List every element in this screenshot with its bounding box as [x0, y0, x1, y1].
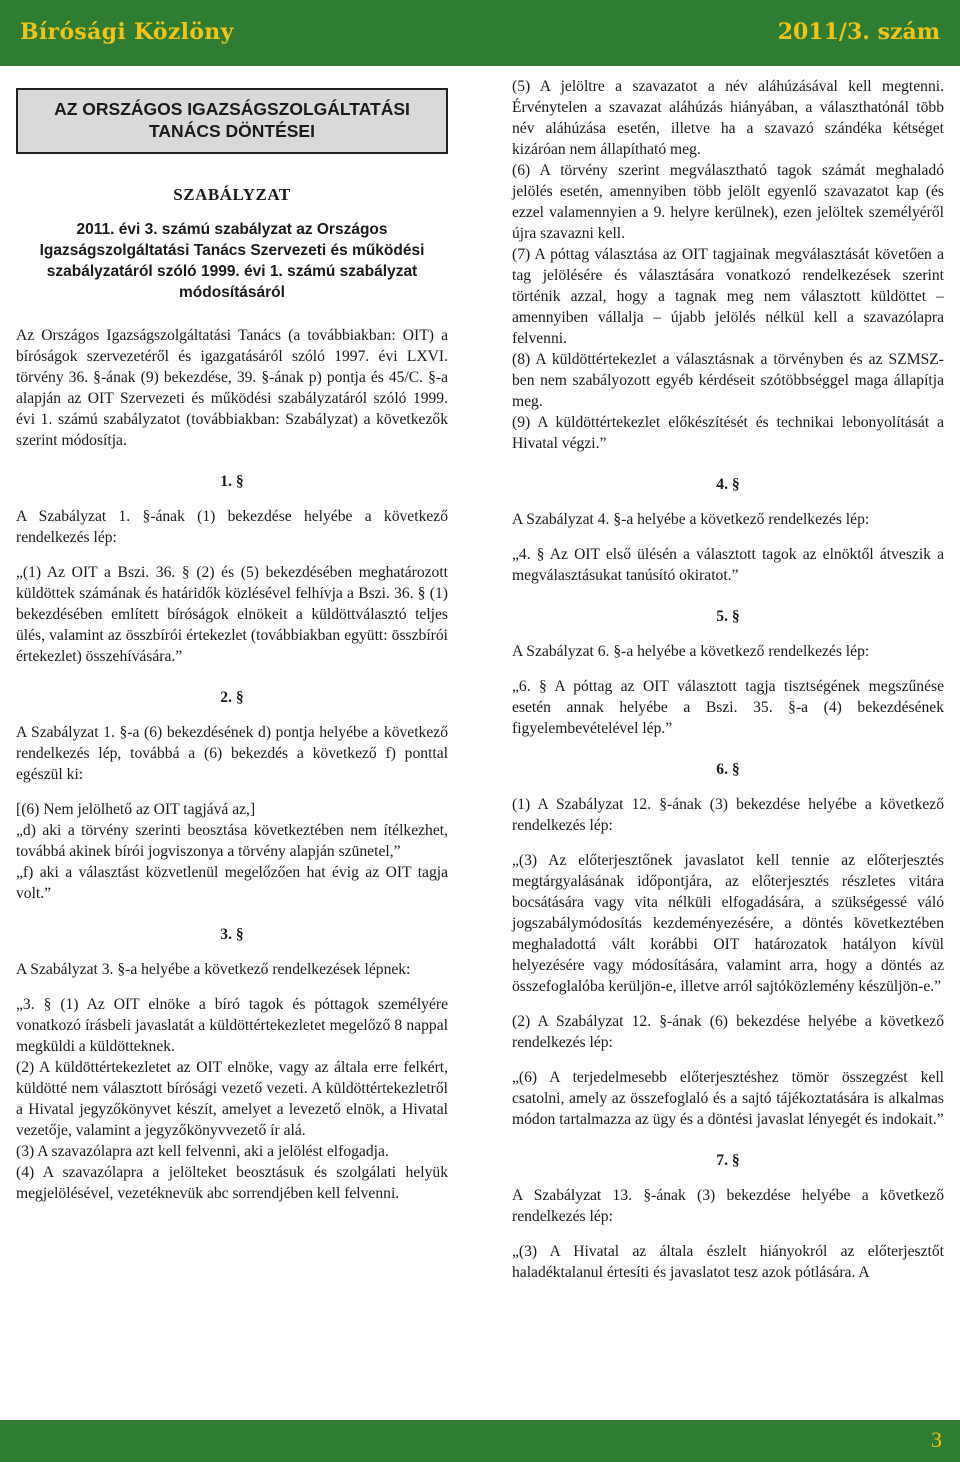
section-6-quote-1: „(3) Az előterjesztőnek javaslatot kell tennie az előterjesztés megtárgyalásának időpontjára, az előterjesztés részletes vitára bocsátására vagy vita nélküli elfogadására, a szükségessé váló jogszabálymódosítás kezdeményezésére, a döntés következtében meghaladottá vált korábbi OIT határozatok hatályon kívül helyezésére vagy módosítására, valamint arra, hogy a döntés az összefoglalóba kerüljön-e, illetve arról sajtóközlemény készüljön-e.” — [512, 852, 944, 995]
para-9: (9) A küldöttértekezlet előkészítését és technikai lebonyolítását a Hivatal végzi.” — [512, 414, 944, 452]
section-3-para-4: (4) A szavazólapra a jelölteket beosztásuk és szolgálati helyük megjelölésével, vezetéknevük abc sorrendjében kell felvenni. — [16, 1164, 448, 1202]
section-box-title: AZ ORSZÁGOS IGAZSÁGSZOLGÁLTATÁSI TANÁCS DÖNTÉSEI — [16, 88, 448, 154]
page-number: 3 — [931, 1427, 942, 1452]
section-7-text: A Szabályzat 13. §-ának (3) bekezdése helyébe a következő rendelkezés lép: — [512, 1187, 944, 1225]
doc-type-heading: SZABÁLYZAT — [173, 185, 291, 204]
section-3-para-1: „3. § (1) Az OIT elnöke a bíró tagok és póttagok személyére vonatkozó írásbeli javaslatát a küldöttértekezletet megelőző 8 nappal megküldi a küldötteknek. — [16, 996, 448, 1055]
section-1-text: A Szabályzat 1. §-ának (1) bekezdése helyébe a következő rendelkezés lép: — [16, 508, 448, 546]
regulation-subtitle: 2011. évi 3. számú szabályzat az Országos Igazságszolgáltatási Tanács Szervezeti és működési szabályzatáról szóló 1999. évi 1. számú szabályzat módosításáról — [39, 221, 425, 301]
left-column — [16, 76, 448, 1204]
para-6: (6) A törvény szerint megválasztható tagok számát meghaladó jelölés esetén, amennyiben több jelölt egyenlő szavazatot kap (és ezzel valamennyien a 9. helyre kerülnek), ezen jelöltek személyéről újra szavazni kell. — [512, 162, 944, 242]
section-5-text: A Szabályzat 6. §-a helyébe a következő rendelkezés lép: — [512, 643, 870, 660]
journal-title: Bírósági Közlöny — [20, 19, 234, 45]
section-1-quote: „(1) Az OIT a Bszi. 36. § (2) és (5) bekezdésében meghatározott küldöttek számának és határidők közlésével felhívja a Bszi. 36. § (1) bekezdésében említett bíróságok elnökeit a küldöttválasztó teljes ülés, valamint az összbírói értekezlet (továbbiakban együtt: összbírói értekezlet) összehívására.” — [16, 564, 448, 665]
section-3-text: A Szabályzat 3. §-a helyébe a következő rendelkezések lépnek: — [16, 961, 411, 978]
section-2-point-d: „d) aki a törvény szerinti beosztása következtében nem ítélkezhet, továbbá akinek bírói jogviszonya a törvény alapján szünetel,” — [16, 822, 448, 860]
para-8: (8) A küldöttértekezlet a választásnak a törvényben és az SZMSZ-ben nem szabályozott egyéb kérdéseit szótöbbséggel maga állapítja meg. — [512, 351, 944, 410]
header-bar — [0, 0, 960, 66]
section-5-quote: „6. § A póttag az OIT választott tagja tisztségének megszűnése esetén annak helyébe a Bszi. 35. §-a (4) bekezdésének figyelembevételével lép.” — [512, 678, 944, 737]
section-6-heading: 6. § — [716, 761, 740, 778]
section-1-heading: 1. § — [220, 473, 244, 490]
section-2-text: A Szabályzat 1. §-a (6) bekezdésének d) pontja helyébe a következő rendelkezés lép, továbbá a (6) bekezdés a következő f) ponttal egészül ki: — [16, 724, 448, 783]
para-5: (5) A jelöltre a szavazatot a név aláhúzásával kell megtenni. Érvénytelen a szavazat aláhúzás hiányában, a választhatónál több név aláhúzása esetén, illetve ha a szavazó szándéka kétséget kizáróan nem állapítható meg. — [512, 78, 944, 158]
section-3-heading: 3. § — [220, 926, 244, 943]
section-4-text: A Szabályzat 4. §-a helyébe a következő rendelkezés lép: — [512, 511, 870, 528]
section-2-heading: 2. § — [220, 689, 244, 706]
issue-number: 2011/3. szám — [777, 19, 940, 45]
right-column — [512, 76, 944, 1283]
section-4-quote: „4. § Az OIT első ülésén a választott tagok az elnöktől átveszik a megválasztásukat tanúsító okiratot.” — [512, 546, 944, 584]
section-2-point-f: „f) aki a választást közvetlenül megelőzően hat évig az OIT tagja volt.” — [16, 864, 448, 902]
section-5-heading: 5. § — [716, 608, 740, 625]
section-6-item-1: (1) A Szabályzat 12. §-ának (3) bekezdése helyébe a következő rendelkezés lép: — [512, 796, 944, 834]
section-7-quote: „(3) A Hivatal az általa észlelt hiányokról az előterjesztőt haladéktalanul értesíti és javaslatot tesz azok pótlására. A — [512, 1243, 944, 1281]
section-6-item-2: (2) A Szabályzat 12. §-ának (6) bekezdése helyébe a következő rendelkezés lép: — [512, 1013, 944, 1051]
footer-bar — [0, 1420, 960, 1462]
section-3-para-2: (2) A küldöttértekezletet az OIT elnöke, vagy az általa erre felkért, küldötté nem választott bírósági vezető vezeti. A küldöttértekezletről a Hivatal jegyzőkönyvet készít, amelyet a levezető elnök, a Hivatal vezetője, valamint a jegyzőkönyvvezető ír alá. — [16, 1059, 448, 1139]
section-7-heading: 7. § — [716, 1152, 740, 1169]
section-2-bracket: [(6) Nem jelölhető az OIT tagjává az,] — [16, 801, 256, 818]
para-7: (7) A póttag választása az OIT tagjainak megválasztását követően a tag jelölésére és választására vonatkozó rendelkezések szerint történik azzal, hogy a tagnak meg nem választott küldöttet – amennyiben vállalja – újabb jelölés nélkül kell a szavazólapra felvenni. — [512, 246, 944, 347]
section-3-para-3: (3) A szavazólapra azt kell felvenni, aki a jelölést elfogadja. — [16, 1143, 389, 1160]
intro-paragraph: Az Országos Igazságszolgáltatási Tanács (a továbbiakban: OIT) a bíróságok szervezetéről és igazgatásáról szóló 1997. évi LXVI. törvény 36. §-ának (9) bekezdése, 39. §-ának p) pontja és 45/C. §-a alapján az OIT Szervezeti és működési szabályzatáról szóló 1999. évi 1. számú szabályzatot (továbbiakban: Szabályzat) a következők szerint módosítja. — [16, 327, 448, 449]
section-4-heading: 4. § — [716, 476, 740, 493]
section-6-quote-2: „(6) A terjedelmesebb előterjesztéshez tömör összegzést kell csatolni, amely az összefoglaló és a sajtó tájékoztatására is alkalmas módon tartalmazza az ügy és a döntési javaslat lényegét és indokait.” — [512, 1069, 944, 1128]
